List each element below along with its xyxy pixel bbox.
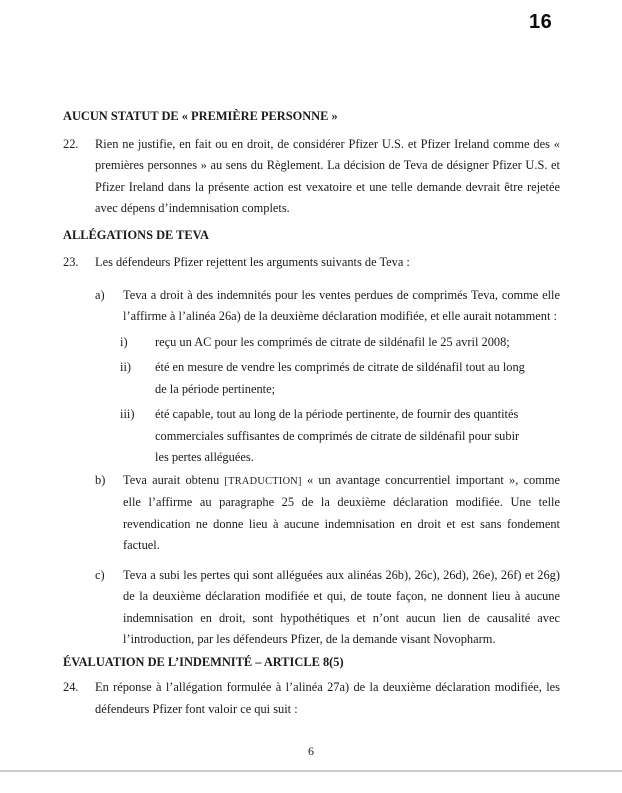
paragraph-24 <box>63 677 560 720</box>
subitem-text-post: « un avantage concurrentiel important », comme elle l’affirme au paragraphe 25 de la deuxième déclaration modifiée. Une telle revendication ne donne lieu à aucune indemnisation en droit et est sans fondement factuel. <box>123 472 560 552</box>
paragraph-number: 23. <box>63 255 79 269</box>
page-bottom-divider <box>0 770 622 772</box>
section-heading-teva-allegations: ALLÉGATIONS DE TEVA <box>63 227 209 242</box>
romanitem-label: i) <box>120 334 128 349</box>
section-heading-indemnity-evaluation: ÉVALUATION DE L’INDEMNITÉ – ARTICLE 8(5) <box>63 654 344 669</box>
paragraph-text: Les défendeurs Pfizer rejettent les arguments suivants de Teva : <box>95 255 410 269</box>
romanitem-ii <box>120 357 560 400</box>
romanitem-text: été en mesure de vendre les comprimés de citrate de sildénafil tout au long de la période pertinente; <box>155 360 525 396</box>
document-body <box>63 106 560 720</box>
romanitem-label: iii) <box>120 407 135 421</box>
subitem-c <box>95 565 560 651</box>
paragraph-number: 24. <box>63 680 79 694</box>
subitem-label: c) <box>95 567 105 582</box>
paragraph-23 <box>63 252 560 274</box>
exhibit-page-stamp: 16 <box>529 11 553 33</box>
subitem-label: b) <box>95 472 106 487</box>
subitem-text <box>123 470 560 557</box>
romanitem-iii <box>120 404 560 469</box>
subitem-text-pre: Teva aurait obtenu <box>123 472 225 487</box>
paragraph-text: En réponse à l’allégation formulée à l’alinéa 27a) de la deuxième déclaration modifiée, les défendeurs Pfizer font valoir ce qui suit : <box>95 680 560 716</box>
paragraph-number: 22. <box>63 136 79 151</box>
romanitem-text: été capable, tout au long de la période pertinente, de fournir des quantités commerciales suffisantes de comprimés de citrate de sildénafil pour subir les pertes alléguées. <box>155 407 520 464</box>
subitem-label: a) <box>95 287 105 302</box>
section-heading-no-first-person-status: AUCUN STATUT DE « PREMIÈRE PERSONNE » <box>63 109 338 123</box>
romanitem-label: ii) <box>120 360 132 374</box>
romanitem-i <box>120 332 560 354</box>
footer-page-number: 6 <box>308 744 314 758</box>
subitem-text: Teva a droit à des indemnités pour les ventes perdues de comprimés Teva, comme elle l’affirme à l’alinéa 26a) de la deuxième déclaration modifiée, et elle aurait notamment : <box>123 287 560 323</box>
subitem-b <box>95 470 560 557</box>
subitem-a <box>95 285 560 328</box>
paragraph-22 <box>63 134 560 220</box>
translation-bracket: [TRADUCTION] <box>224 475 302 487</box>
romanitem-text: reçu un AC pour les comprimés de citrate de sildénafil le 25 avril 2008; <box>155 334 510 349</box>
paragraph-text: Rien ne justifie, en fait ou en droit, de considérer Pfizer U.S. et Pfizer Ireland comme des « premières personnes » au sens du Règlement. La décision de Teva de désigner Pfizer U.S. et Pfizer Ireland dans la présente action est vexatoire et une telle demande devrait être rejetée avec dépens d’indemnisation complets. <box>95 136 560 215</box>
subitem-text: Teva a subi les pertes qui sont alléguées aux alinéas 26b), 26c), 26d), 26e), 26f) et 26g) de la deuxième déclaration modifiée et qui, de toute façon, ne donnent lieu à aucune indemnisation en droit, sont hypothétiques et n’ont aucun lien de causalité avec l’introduction, par les défendeurs Pfizer, de la demande visant Novopharm. <box>123 567 560 646</box>
